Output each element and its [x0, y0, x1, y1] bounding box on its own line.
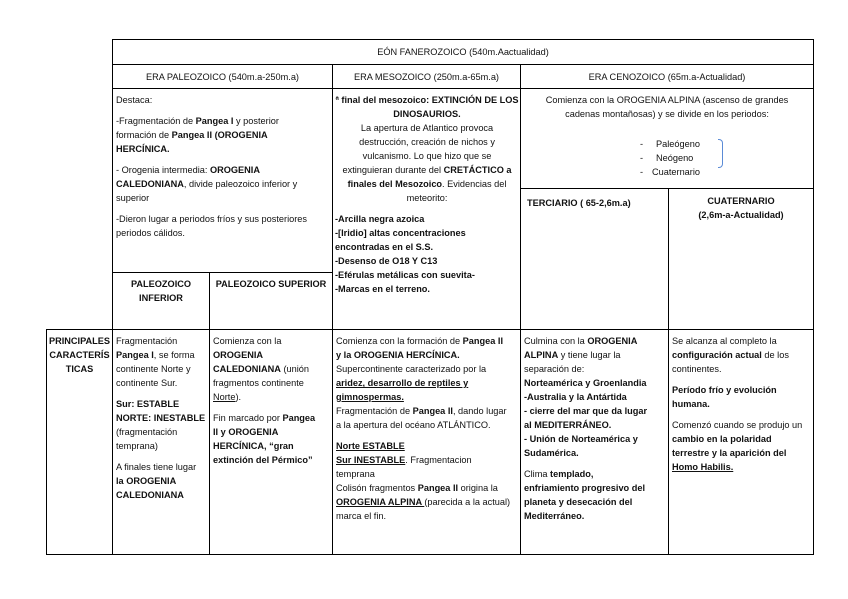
characteristics-paleozoico-superior: Comienza con la OROGENIA CALEDONIANA (unión fragmentos continente Norte). Fin marcado por Pangea II y OROGENIA HERCÍNICA, “gran extinción del Pérmico”: [213, 336, 316, 465]
eon-header: EÓN FANEROZOICO (540m.Aactualidad): [377, 47, 549, 57]
characteristics-terciario: Culmina con la OROGENIA ALPINA y tiene lugar la separación de: Norteamérica y Groenlandia -Australia y la Antártida - cierre del mar que da lugar al MEDITERRÁNEO. - Unión de Norteamérica y Sudamérica. Clima templado, enfriamiento progresivo del planeta y desecación del Mediterráneo.: [524, 336, 648, 521]
characteristics-cuaternario: Se alcanza al completo la configuración actual de los continentes. Período frío y evolución humana. Comenzó cuando se produjo un cambio en la polaridad terrestre y la aparición del Homo Habilis.: [672, 336, 803, 472]
cenozoico-periods: - Paleógeno - Neógeno - Cuaternario: [640, 139, 701, 177]
era-header-paleozoico: ERA PALEOZOICO (540m.a-250m.a): [145, 72, 299, 82]
row-label-principales-caracteristicas: PRINCIPALES CARACTERÍS TICAS: [48, 336, 111, 374]
characteristics-mesozoico: Comienza con la formación de Pangea II y la OROGENIA HERCÍNICA. Supercontinente caracterizado por la aridez, desarrollo de reptiles y gimnospermas. Fragmentación de Pangea II, dando lugar a la apertura del océano ATLÁNTICO. Norte ESTABLE Sur INESTABLE. Fragmentacion temprana Colisón fragmentos Pangea II origina la OROGENIA ALPINA (parecida a la actual) marca el fin.: [336, 336, 511, 521]
mesozoico-description: ª final del mesozoico: EXTINCIÓN DE LOS DINOSAURIOS. La apertura de Atlantico provoca destrucción, creación de nichos y vulcanismo. Lo que hizo que se extinguieran durante del CRETÁCTICO a finales del Mesozoico. Evidencias del meteorito: -Arcilla negra azoica -[Iridio] altas concentraciones encontradas en el S.S. -Desenso de O18 Y C13 -Eférulas metálicas con suevita- -Marcas en el terreno.: [335, 95, 519, 294]
periods-brace: [718, 139, 723, 168]
era-header-mesozoico: ERA MESOZOICO (250m.a-65m.a): [354, 72, 499, 82]
era-header-cenozoico: ERA CENOZOICO (65m.a-Actualidad): [588, 72, 746, 82]
subheader-terciario: TERCIARIO ( 65-2,6m.a): [527, 198, 631, 208]
subheader-paleozoico-inferior: PALEOZOICO INFERIOR: [130, 279, 192, 303]
subheader-paleozoico-superior: PALEOZOICO SUPERIOR: [215, 279, 327, 289]
characteristics-paleozoico-inferior: Fragmentación Pangea I, se forma continente Norte y continente Sur. Sur: ESTABLE NORTE: INESTABLE (fragmentación temprana) A finales tiene lugar la OROGENIA CALEDONIANA: [116, 336, 206, 500]
cenozoico-description: Comienza con la OROGENIA ALPINA (ascenso de grandes cadenas montañosas) y se divide en los periodos:: [545, 95, 789, 119]
subheader-cuaternario: CUATERNARIO (2,6m-a-Actualidad): [698, 196, 784, 220]
paleozoico-description: Destaca: -Fragmentación de Pangea I y posterior formación de Pangea II (OROGENIA HERCÍNICA. - Orogenia intermedia: OROGENIA CALEDONIANA, divide paleozoico inferior y superior -Dieron lugar a periodos fríos y sus posteriores periodos cálidos.: [116, 95, 307, 238]
